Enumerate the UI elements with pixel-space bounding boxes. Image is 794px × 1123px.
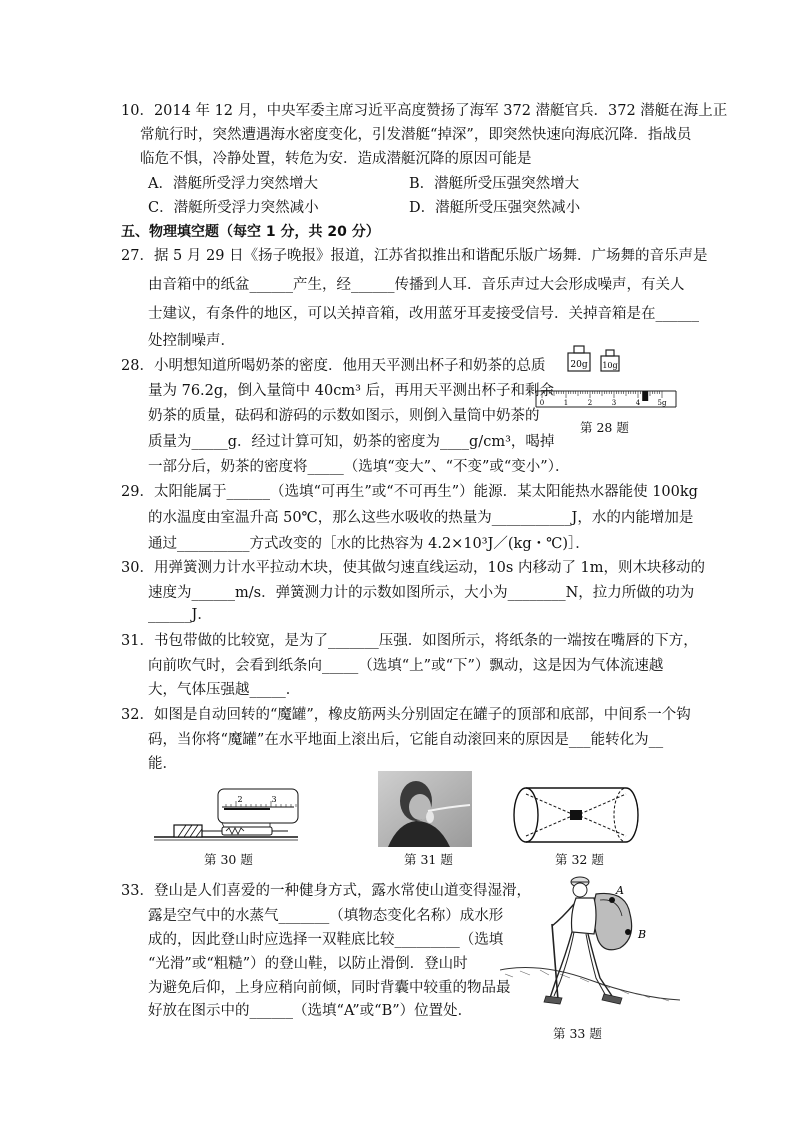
q27-line-2: 由音箱中的纸盆______产生，经______传播到人耳．音乐声过大会形成噪声，有关人: [148, 277, 685, 293]
rider-scale-label: 2: [587, 399, 593, 407]
point-b-marker: [625, 929, 631, 935]
q28-line-5: 一部分后，奶茶的密度将_____（选填“变大”、“不变”或“变小”）．: [148, 459, 570, 475]
q10-option-a[interactable]: A．潜艇所受浮力突然增大: [148, 176, 318, 192]
rider-scale-label: 0: [539, 399, 545, 407]
q27-line-4: 处控制噪声．: [148, 333, 235, 349]
rider-scale-label: 5g: [657, 399, 667, 407]
backpack-icon: [593, 893, 631, 949]
q28-balance-figure: [534, 344, 682, 414]
q30-caption: 第 30 题: [204, 852, 253, 867]
q33-line-2: 露是空气中的水蒸气_______（填物态变化名称）成水形: [148, 908, 504, 924]
q33-line-6: 好放在图示中的______（选填“A”或“B”）位置处．: [148, 1003, 473, 1019]
hook-weight-icon: [570, 810, 582, 820]
q28-line-4: 质量为_____g．经过计算可知，奶茶的密度为____g/cm³，喝掉: [148, 434, 555, 450]
q31-line-3: 大，气体压强越_____．: [148, 682, 301, 698]
scale-label-3: 3: [271, 795, 277, 804]
q30-line-2: 速度为______m/s．弹簧测力计的示数如图所示，大小为________N，拉力所做的功为: [148, 585, 695, 601]
q10-line-2: 常航行时，突然遭遇海水密度变化，引发潜艇“掉深”，即突然快速向海底沉降．指战员: [140, 127, 692, 143]
label-b: B: [638, 928, 647, 941]
q33-line-3: 成的，因此登山时应选择一双鞋底比较_________（选填: [148, 932, 504, 948]
rider-scale-label: 4: [635, 399, 641, 407]
q28-line-3: 奶茶的质量，砝码和游码的示数如图示，则倒入量筒中奶茶的: [148, 408, 540, 424]
q28-line-2: 量为 76.2g，倒入量筒中 40cm³ 后，再用天平测出杯子和剩余: [148, 383, 555, 399]
balance-rider-scale: [536, 391, 676, 407]
spring-scale-icon: [222, 827, 288, 835]
q30-line-3: ______J．: [148, 607, 212, 623]
q31-line-2: 向前吹气时，会看到纸条向_____（选填“上”或“下”）飘动，这是因为气体流速越: [148, 658, 664, 674]
q31-photo-figure: [378, 771, 472, 847]
q10-line-3: 临危不惧，冷静处置，转危为安．造成潜艇沉降的原因可能是: [140, 151, 532, 167]
q30-line-1: 30．用弹簧测力计水平拉动木块，使其做匀速直线运动，10s 内移动了 1m，则木块移动的: [121, 560, 706, 576]
rider-marker: [642, 391, 648, 401]
q32-line-2: 码，当你将“魔罐”在水平地面上滚出后，它能自动滚回来的原因是___能转化为__: [148, 732, 664, 748]
q33-line-1: 33．登山是人们喜爱的一种健身方式，露水常使山道变得湿滑，: [121, 883, 531, 899]
label-a: A: [616, 884, 624, 897]
wood-block-icon: [174, 825, 202, 837]
weight-10g-label: 10g: [602, 361, 618, 370]
scale-magnified-view: [218, 789, 298, 827]
q10-option-b[interactable]: B．潜艇所受压强突然增大: [409, 176, 580, 192]
q33-caption: 第 33 题: [553, 1026, 602, 1041]
q29-line-2: 的水温度由室温升高 50℃，那么这些水吸收的热量为___________J，水的内能增加是: [148, 510, 694, 526]
point-a-marker: [609, 897, 615, 903]
q28-line-1: 28．小明想知道所喝奶茶的密度．他用天平测出杯子和奶茶的总质: [121, 358, 546, 374]
q33-line-5: 为避免后仰，上身应稍向前倾，同时背囊中较重的物品最: [148, 980, 511, 996]
q30-spring-scale-figure: [152, 785, 302, 847]
q31-line-1: 31．书包带做的比较宽，是为了_______压强．如图所示，将纸条的一端按在嘴唇的下方，: [121, 633, 698, 649]
q32-line-1: 32．如图是自动回转的“魔罐”，橡皮筋两头分别固定在罐子的顶部和底部，中间系一个钩: [121, 707, 691, 723]
q29-line-1: 29．太阳能属于______（选填“可再生”或“不可再生”）能源．某太阳能热水器能使 100kg: [121, 484, 698, 500]
q29-line-3: 通过__________方式改变的［水的比热容为 4.2×10³J／(kg・℃)］．: [148, 536, 590, 552]
q33-line-4: “光滑”或“粗糙”）的登山鞋，以防止滑倒．登山时: [148, 956, 468, 972]
rider-scale-label: 1: [563, 399, 569, 407]
boot-left-icon: [544, 996, 562, 1004]
q10-line-1: 10．2014 年 12 月，中央军委主席习近平高度赞扬了海军 372 潜艇官兵．372 潜艇在海上正: [121, 103, 728, 119]
q28-caption: 第 28 题: [580, 420, 629, 435]
q10-option-d[interactable]: D．潜艇所受压强突然减小: [409, 200, 581, 216]
rubber-band-right: [580, 794, 626, 814]
q33-hiker-figure: [500, 870, 680, 1022]
q27-line-3: 士建议，有条件的地区，可以关掉音箱，改用蓝牙耳麦接受信号．关掉音箱是在______: [148, 306, 699, 322]
rubber-band-left: [526, 794, 572, 814]
weight-20g-icon: [568, 346, 590, 371]
boot-right-icon: [602, 994, 622, 1004]
scale-label-2: 2: [237, 795, 243, 804]
section-5-title: 五、物理填空题（每空 1 分，共 20 分）: [121, 224, 380, 240]
q32-line-3: 能．: [148, 756, 177, 772]
weight-20g-label: 20g: [570, 360, 588, 370]
weight-10g-icon: [601, 350, 619, 371]
q32-caption: 第 32 题: [555, 852, 604, 867]
q27-line-1: 27．据 5 月 29 日《扬子晚报》报道，江苏省拟推出和谐配乐版广场舞．广场舞的音乐声是: [121, 248, 708, 264]
q32-magic-can-figure: [512, 784, 640, 846]
rider-scale-label: 3: [611, 399, 617, 407]
q10-option-c[interactable]: C．潜艇所受浮力突然减小: [148, 200, 319, 216]
q31-caption: 第 31 题: [404, 852, 453, 867]
